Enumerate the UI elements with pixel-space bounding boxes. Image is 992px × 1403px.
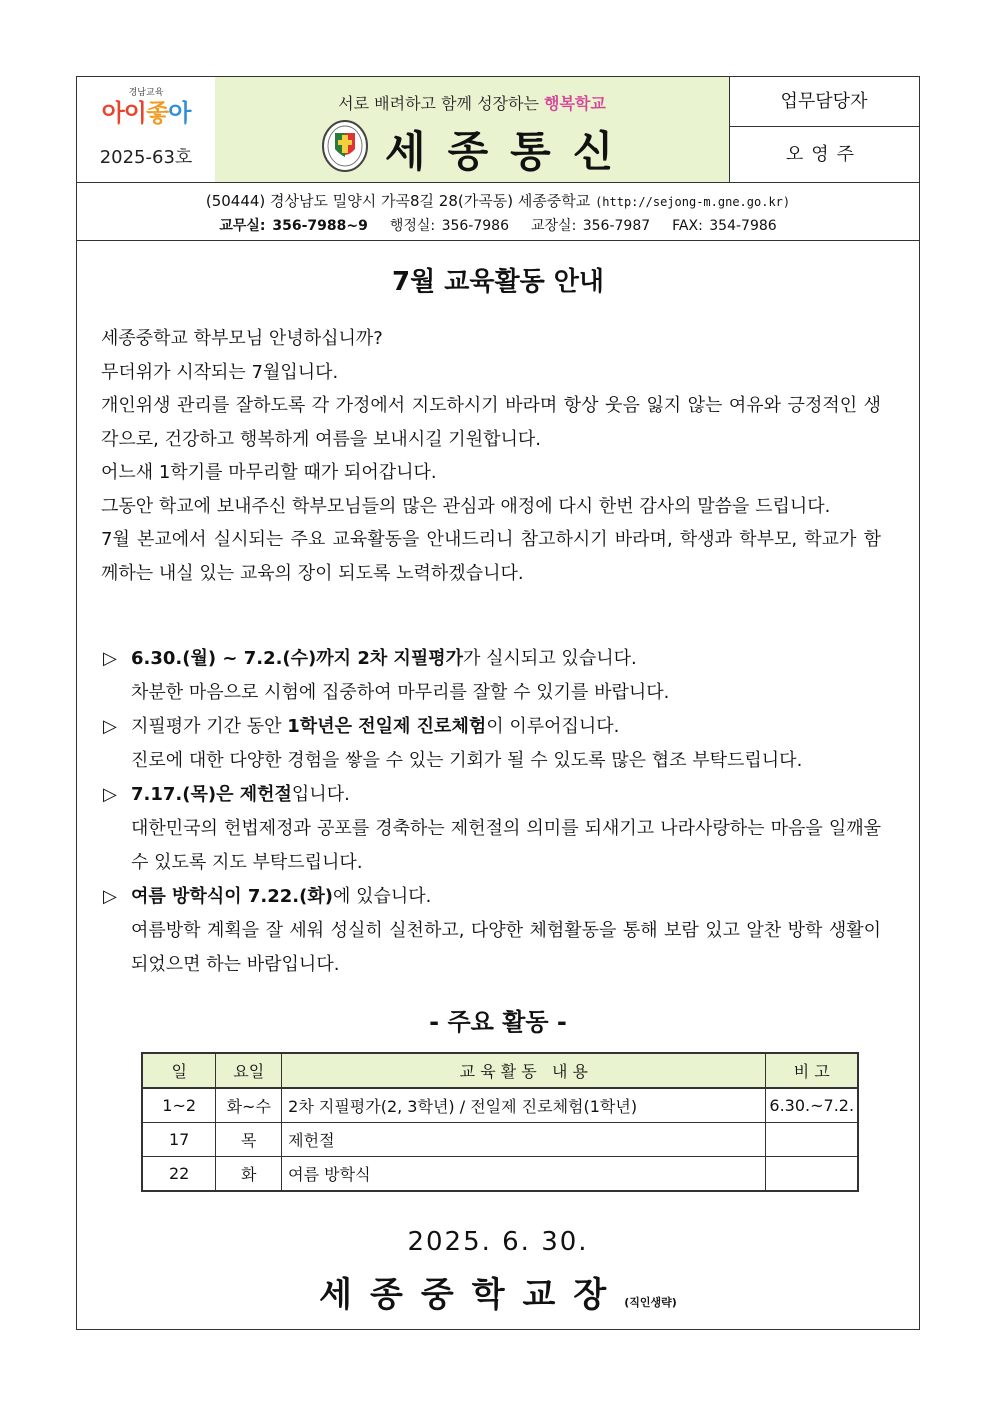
paragraph: 그동안 학교에 보내주신 학부모님들의 많은 관심과 애정에 다시 한번 감사의 말씀을 드립니다. — [101, 495, 831, 517]
table-row — [142, 1123, 858, 1157]
school-slogan: 서로 배려하고 함께 성장하는 행복학교 — [338, 94, 606, 113]
triangle-bullet-icon: ▷ — [103, 886, 117, 907]
header-day: 일 — [142, 1053, 216, 1088]
newsletter-frame — [76, 76, 920, 1330]
cell-weekday: 목 — [216, 1123, 282, 1157]
cell-day: 17 — [142, 1123, 216, 1157]
manager-cell — [729, 77, 919, 182]
phone-principal: 교장실: 356-7987 — [531, 218, 651, 234]
header-note: 비 고 — [766, 1053, 858, 1088]
issue-number: 2025-63호 — [99, 147, 193, 168]
fax-number: FAX: 354-7986 — [672, 218, 777, 234]
notice-detail: 차분한 마음으로 시험에 집중하여 마무리를 잘할 수 있기를 바랍니다. — [131, 682, 670, 703]
newsletter-header — [77, 77, 919, 183]
cell-note — [766, 1123, 858, 1157]
phone-main: 교무실: 356-7988~9 — [219, 218, 368, 234]
triangle-bullet-icon: ▷ — [103, 716, 117, 737]
table-row — [142, 1088, 858, 1123]
notice-detail: 여름방학 계획을 잘 세워 성실히 실천하고, 다양한 체험활동을 통해 보람 있고 알찬 방학 생활이 되었으면 하는 바람입니다. — [131, 920, 881, 975]
table-header-row — [142, 1053, 858, 1088]
logo-caption: 경남교육 — [128, 88, 164, 98]
title-cell — [215, 77, 730, 182]
cell-note: 6.30.~7.2. — [766, 1088, 858, 1123]
manager-name: 오영주 — [785, 144, 863, 165]
notice-detail: 대한민국의 헌법제정과 공포를 경축하는 제헌절의 의미를 되새기고 나라사랑하는 마음을 일깨울 수 있도록 지도 부탁드립니다. — [131, 818, 881, 873]
notice-item: ▷ 지필평가 기간 동안 1학년은 전일제 진로체험이 이루어집니다. — [101, 710, 881, 744]
seal-omitted-note: (직인생략) — [624, 1296, 677, 1309]
cell-weekday: 화~수 — [216, 1088, 282, 1123]
manager-label: 업무담당자 — [729, 77, 919, 127]
cell-content: 2차 지필평가(2, 3학년) / 전일제 진로체험(1학년) — [282, 1088, 766, 1123]
notice-detail: 진로에 대한 다양한 경험을 쌓을 수 있는 기회가 될 수 있도록 많은 협조 부탁드립니다. — [131, 750, 803, 771]
header-weekday: 요일 — [216, 1053, 282, 1088]
header-content: 교 육 활 동 내 용 — [282, 1053, 766, 1088]
paragraph: 개인위생 관리를 잘하도록 각 가정에서 지도하시기 바라며 항상 웃음 잃지 않는 여유와 긍정적인 생각으로, 건강하고 행복하게 여름을 보내시길 기원합니다. — [101, 395, 881, 450]
newsletter-title: 세종통신 — [385, 127, 636, 176]
principal-signature: 세종중학교장 — [319, 1275, 625, 1315]
address-line: (50444) 경상남도 밀양시 가곡8길 28(가곡동) 세종중학교 (http://sejong-m.gne.go.kr) — [205, 192, 791, 210]
cell-note — [766, 1157, 858, 1192]
cell-content: 제헌절 — [282, 1123, 766, 1157]
notice-item: ▷ 여름 방학식이 7.22.(화)에 있습니다. — [101, 880, 881, 914]
greeting-paragraphs — [101, 322, 881, 590]
cell-weekday: 화 — [216, 1157, 282, 1192]
logo-cell — [77, 77, 216, 182]
school-emblem-icon — [321, 119, 369, 173]
website-url: (http://sejong-m.gne.go.kr) — [595, 195, 791, 209]
ai-joa-logo: 아이좋아 — [101, 99, 191, 127]
notice-item: ▷ 7.17.(목)은 제헌절입니다. — [101, 778, 881, 812]
main-title: 7월 교육활동 안내 — [391, 267, 604, 297]
paragraph: 어느새 1학기를 마무리할 때가 되어갑니다. — [101, 462, 437, 483]
address-block — [77, 182, 919, 241]
cell-content: 여름 방학식 — [282, 1157, 766, 1192]
table-row — [142, 1157, 858, 1192]
activities-title: - 주요 활동 - — [429, 1008, 567, 1036]
notice-list — [101, 642, 881, 982]
contact-line — [77, 215, 919, 235]
paragraph: 7월 본교에서 실시되는 주요 교육활동을 안내드리니 참고하시기 바라며, 학생과 학부모, 학교가 함께하는 내실 있는 교육의 장이 되도록 노력하겠습니다. — [101, 529, 881, 584]
activities-table — [141, 1052, 859, 1192]
phone-admin: 행정실: 356-7986 — [389, 218, 509, 234]
notice-item: ▷ 6.30.(월) ~ 7.2.(수)까지 2차 지필평가가 실시되고 있습니다. — [101, 642, 881, 676]
signature-block — [77, 1267, 919, 1316]
issue-date: 2025. 6. 30. — [407, 1227, 589, 1257]
triangle-bullet-icon: ▷ — [103, 648, 117, 669]
paragraph: 무더위가 시작되는 7월입니다. — [101, 361, 339, 383]
cell-day: 1~2 — [142, 1088, 216, 1123]
cell-day: 22 — [142, 1157, 216, 1192]
paragraph: 세종중학교 학부모님 안녕하십니까? — [101, 328, 383, 349]
triangle-bullet-icon: ▷ — [103, 784, 117, 805]
